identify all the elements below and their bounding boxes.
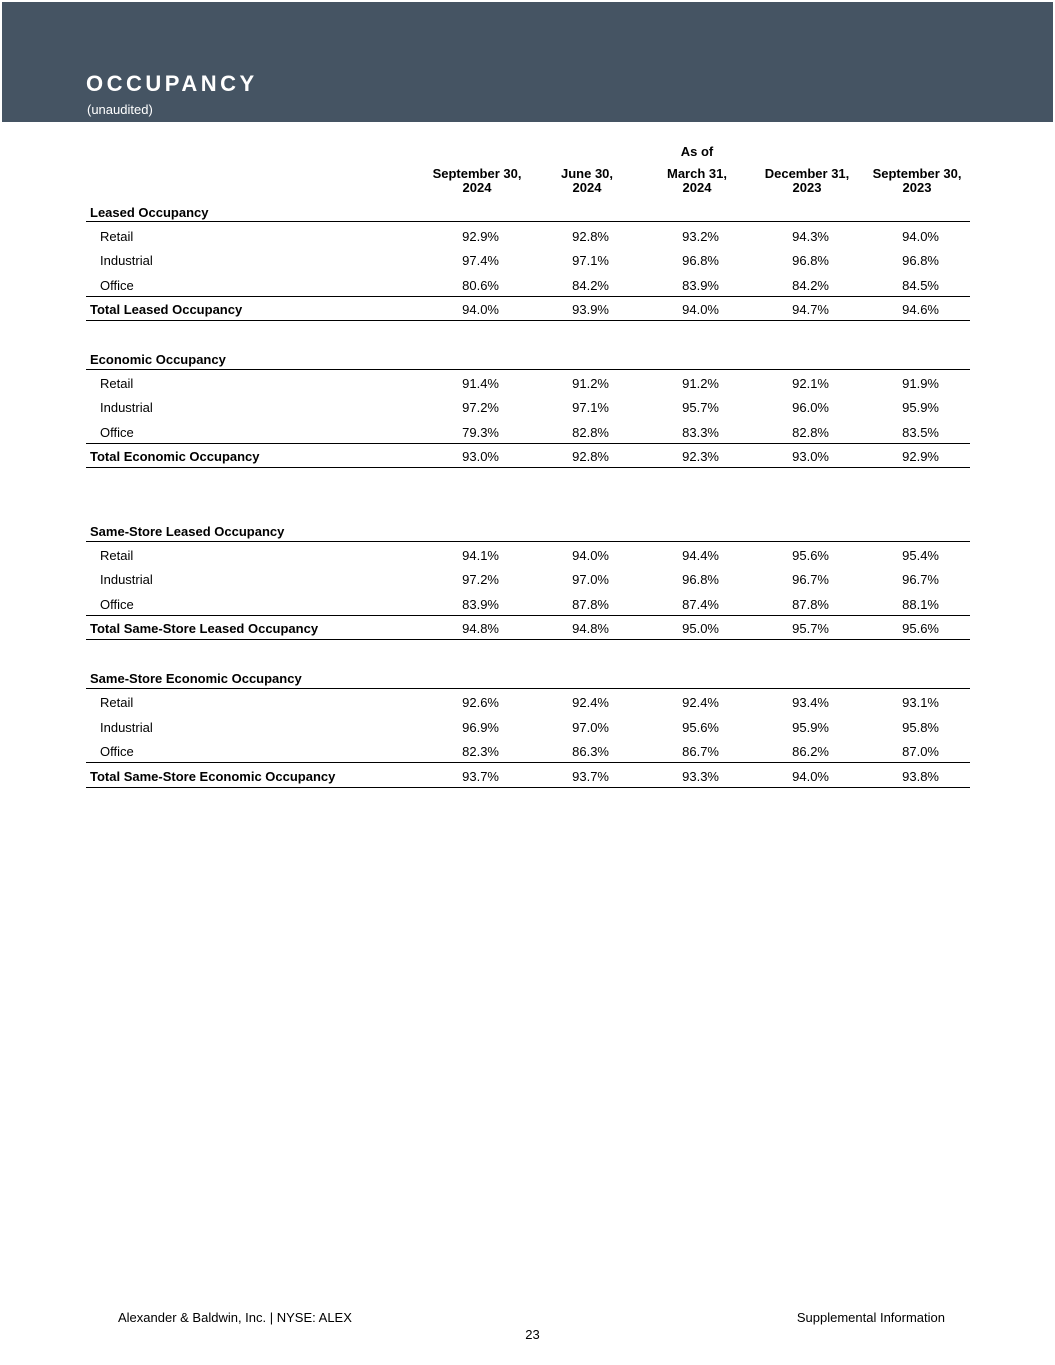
total-row: Total Same-Store Leased Occupancy 94.8% 94.8% 95.0% 95.7% 95.6% xyxy=(90,621,939,636)
total-rule xyxy=(86,296,970,297)
table-row: Retail 92.9% 92.8% 93.2% 94.3% 94.0% xyxy=(100,229,939,244)
total-rule xyxy=(86,443,970,444)
column-header: December 31, 2023 xyxy=(764,166,850,195)
section-rule xyxy=(86,541,970,542)
table-row: Industrial 97.2% 97.1% 95.7% 96.0% 95.9% xyxy=(100,400,939,415)
footer-doc-type: Supplemental Information xyxy=(796,1310,945,1325)
total-underline xyxy=(86,787,970,788)
table-row: Office 82.3% 86.3% 86.7% 86.2% 87.0% xyxy=(100,744,939,759)
section-title: Same-Store Leased Occupancy xyxy=(90,524,285,539)
table-row: Office 79.3% 82.8% 83.3% 82.8% 83.5% xyxy=(100,425,939,440)
section-title: Same-Store Economic Occupancy xyxy=(90,671,302,686)
table-row: Industrial 96.9% 97.0% 95.6% 95.9% 95.8% xyxy=(100,720,939,735)
table-row: Industrial 97.2% 97.0% 96.8% 96.7% 96.7% xyxy=(100,572,939,587)
total-underline xyxy=(86,467,970,468)
table-row: Office 80.6% 84.2% 83.9% 84.2% 84.5% xyxy=(100,278,939,293)
column-header: September 30, 2024 xyxy=(432,166,522,195)
section-title: Leased Occupancy xyxy=(90,205,209,220)
total-row: Total Same-Store Economic Occupancy 93.7% 93.7% 93.3% 94.0% 93.8% xyxy=(90,769,939,784)
page-header-band xyxy=(2,2,1053,122)
total-rule xyxy=(86,762,970,763)
section-rule xyxy=(86,688,970,689)
page-subtitle: (unaudited) xyxy=(87,102,153,117)
column-header: March 31, 2024 xyxy=(667,166,727,195)
total-underline xyxy=(86,320,970,321)
table-row: Office 83.9% 87.8% 87.4% 87.8% 88.1% xyxy=(100,597,939,612)
total-row: Total Economic Occupancy 93.0% 92.8% 92.3% 93.0% 92.9% xyxy=(90,449,939,464)
total-row: Total Leased Occupancy 94.0% 93.9% 94.0% 94.7% 94.6% xyxy=(90,302,939,317)
table-row: Retail 92.6% 92.4% 92.4% 93.4% 93.1% xyxy=(100,695,939,710)
as-of-label: As of xyxy=(680,144,714,159)
total-underline xyxy=(86,639,970,640)
table-row: Retail 91.4% 91.2% 91.2% 92.1% 91.9% xyxy=(100,376,939,391)
section-rule xyxy=(86,221,970,222)
column-header: June 30, 2024 xyxy=(560,166,614,195)
table-row: Retail 94.1% 94.0% 94.4% 95.6% 95.4% xyxy=(100,548,939,563)
table-row: Industrial 97.4% 97.1% 96.8% 96.8% 96.8% xyxy=(100,253,939,268)
total-rule xyxy=(86,615,970,616)
section-rule xyxy=(86,369,970,370)
footer-company: Alexander & Baldwin, Inc. | NYSE: ALEX xyxy=(118,1310,352,1325)
column-header: September 30, 2023 xyxy=(872,166,962,195)
page-number: 23 xyxy=(525,1327,540,1342)
section-title: Economic Occupancy xyxy=(90,352,226,367)
page-title: OCCUPANCY xyxy=(86,71,258,96)
